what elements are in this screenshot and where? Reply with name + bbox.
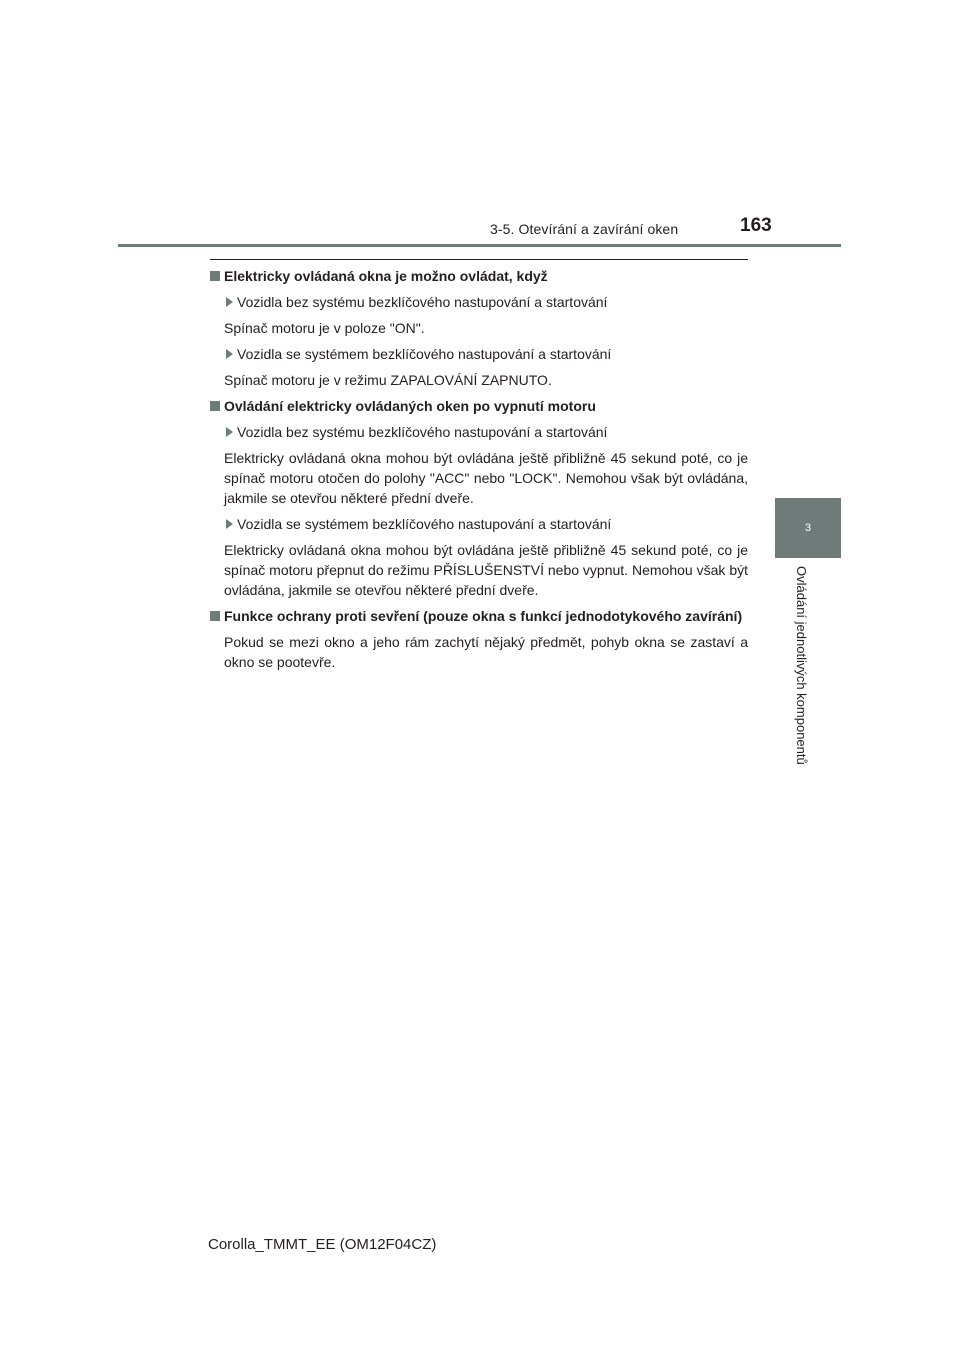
square-bullet-icon: [210, 271, 220, 281]
section-title: 3-5. Otevírání a zavírání oken: [490, 221, 679, 237]
paragraph: Spínač motoru je v poloze "ON".: [224, 320, 425, 336]
paragraph: Spínač motoru je v režimu ZAPALOVÁNÍ ZAPNUTO.: [224, 372, 552, 388]
sub-heading: Vozidla se systémem bezklíčového nastupování a startování: [224, 344, 748, 364]
chapter-label: Ovládání jednotlivých komponentů: [794, 566, 809, 765]
square-bullet-icon: [210, 401, 220, 411]
page-number: 163: [740, 215, 772, 236]
section-heading: Funkce ochrany proti sevření (pouze okna s funkcí jednodotykového zavírání): [210, 606, 748, 626]
triangle-bullet-icon: [226, 427, 233, 437]
header-rule: [118, 244, 841, 247]
footer-model: Corolla_TMMT_EE (OM12F04CZ): [208, 1236, 437, 1253]
triangle-bullet-icon: [226, 349, 233, 359]
square-bullet-icon: [210, 611, 220, 621]
content-body: [210, 266, 748, 678]
paragraph: Elektricky ovládaná okna mohou být ovládána ještě přibližně 45 sekund poté, co je spínač motoru přepnut do režimu PŘÍSLUŠENSTVÍ nebo vypnut. Nemohou však být ovládána, jakmile se otevřou některé přední dveře.: [224, 542, 748, 598]
content-rule: [210, 259, 748, 260]
triangle-bullet-icon: [226, 519, 233, 529]
section-heading: Elektricky ovládaná okna je možno ovládat, když: [210, 266, 748, 286]
sub-heading: Vozidla bez systému bezklíčového nastupování a startování: [224, 422, 748, 442]
paragraph: Pokud se mezi okno a jeho rám zachytí nějaký předmět, pohyb okna se zastaví a okno se pootevře.: [224, 634, 748, 670]
section-heading: Ovládání elektricky ovládaných oken po vypnutí motoru: [210, 396, 748, 416]
sub-heading: Vozidla se systémem bezklíčového nastupování a startování: [224, 514, 748, 534]
paragraph: Elektricky ovládaná okna mohou být ovládána ještě přibližně 45 sekund poté, co je spínač motoru otočen do polohy "ACC" nebo "LOCK". Nemohou však být ovládána, jakmile se otevřou některé přední dveře.: [224, 450, 748, 506]
sub-heading: Vozidla bez systému bezklíčového nastupování a startování: [224, 292, 748, 312]
triangle-bullet-icon: [226, 297, 233, 307]
chapter-tab[interactable]: [775, 498, 841, 558]
chapter-tab-number: 3: [804, 522, 812, 534]
